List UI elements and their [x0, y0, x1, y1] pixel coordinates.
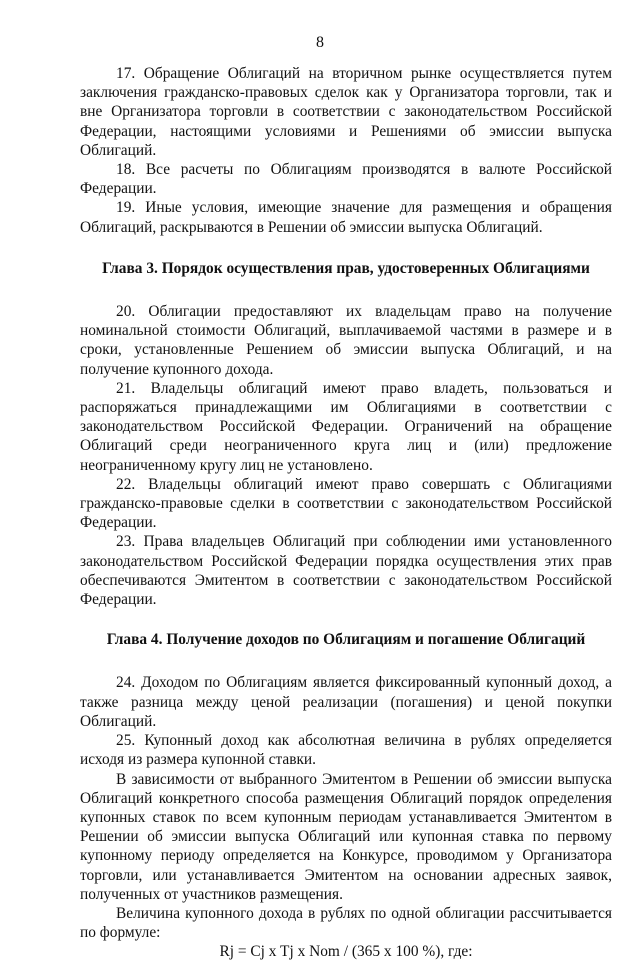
paragraph-21: 21. Владельцы облигаций имеют право владеть, пользоваться и распоряжаться принадлежащими им Облигациями в соответствии с законодательством Российской Федерации. Ограничений на обращение Облигаций среди неограниченного круга лиц и (или) предложение неограниченному кругу лиц не установлено.	[80, 379, 612, 474]
paragraph-22: 22. Владельцы облигаций имеют право совершать с Облигациями гражданско-правовые сделки в соответствии с законодательством Российской Федерации.	[80, 475, 612, 532]
paragraph-19: 19. Иные условия, имеющие значение для размещения и обращения Облигаций, раскрываются в Решении об эмиссии выпуска Облигаций.	[80, 199, 612, 236]
paragraph-23: 23. Права владельцев Облигаций при соблюдении ими установленного законодательством Российской Федерации порядка осуществления этих прав обеспечиваются Эмитентом в соответствии с законодательством Российской Федерации.	[80, 533, 612, 609]
paragraph-24: 24. Доходом по Облигациям является фиксированный купонный доход, а также разница между ценой реализации (погашения) и ценой покупки Облигаций.	[80, 674, 612, 730]
coupon-formula: Rj = Cj x Tj x Nom / (365 x 100 %), где:	[219, 943, 473, 961]
paragraph-17: 17. Обращение Облигаций на вторичном рынке осуществляется путем заключения гражданско-правовых сделок как у Организатора торговли, так и вне Организатора торговли в соответствии с законодательством Российской Федерации, настоящими условиями и Решениями об эмиссии выпуска Облигаций.	[80, 65, 612, 159]
paragraph-25: 25. Купонный доход как абсолютная величина в рублях определяется исходя из размера купонной ставки.	[80, 732, 612, 769]
paragraph-formula-intro: Величина купонного дохода в рублях по одной облигации рассчитывается по формуле:	[80, 904, 612, 942]
paragraph-coupon-rate-method: В зависимости от выбранного Эмитентом в Решении об эмиссии выпуска Облигаций конкретного способа размещения Облигаций порядок определения купонных ставок по всем купонным периодам устанавливается Эмитентом в Решении об эмиссии выпуска Облигаций или купонная ставка по первому купонному периоду определяется на Конкурсе, проводимом у Организатора торговли, или устанавливается Эмитентом на основании адресных заявок, полученных от участников размещения.	[80, 770, 612, 903]
chapter-4-heading: Глава 4. Получение доходов по Облигациям и погашение Облигаций	[106, 631, 586, 649]
chapter-3-heading: Глава 3. Порядок осуществления прав, удостоверенных Облигациями	[102, 259, 590, 277]
document-body	[80, 64, 612, 962]
page-number: 8	[316, 34, 324, 51]
paragraph-20: 20. Облигации предоставляют их владельцам право на получение номинальной стоимости Облигаций, выплачиваемой частями в размере и в сроки, установленные Решением об эмиссии выпуска Облигаций, и на получение купонного дохода.	[80, 303, 612, 378]
paragraph-18: 18. Все расчеты по Облигациям производятся в валюте Российской Федерации.	[80, 161, 612, 198]
